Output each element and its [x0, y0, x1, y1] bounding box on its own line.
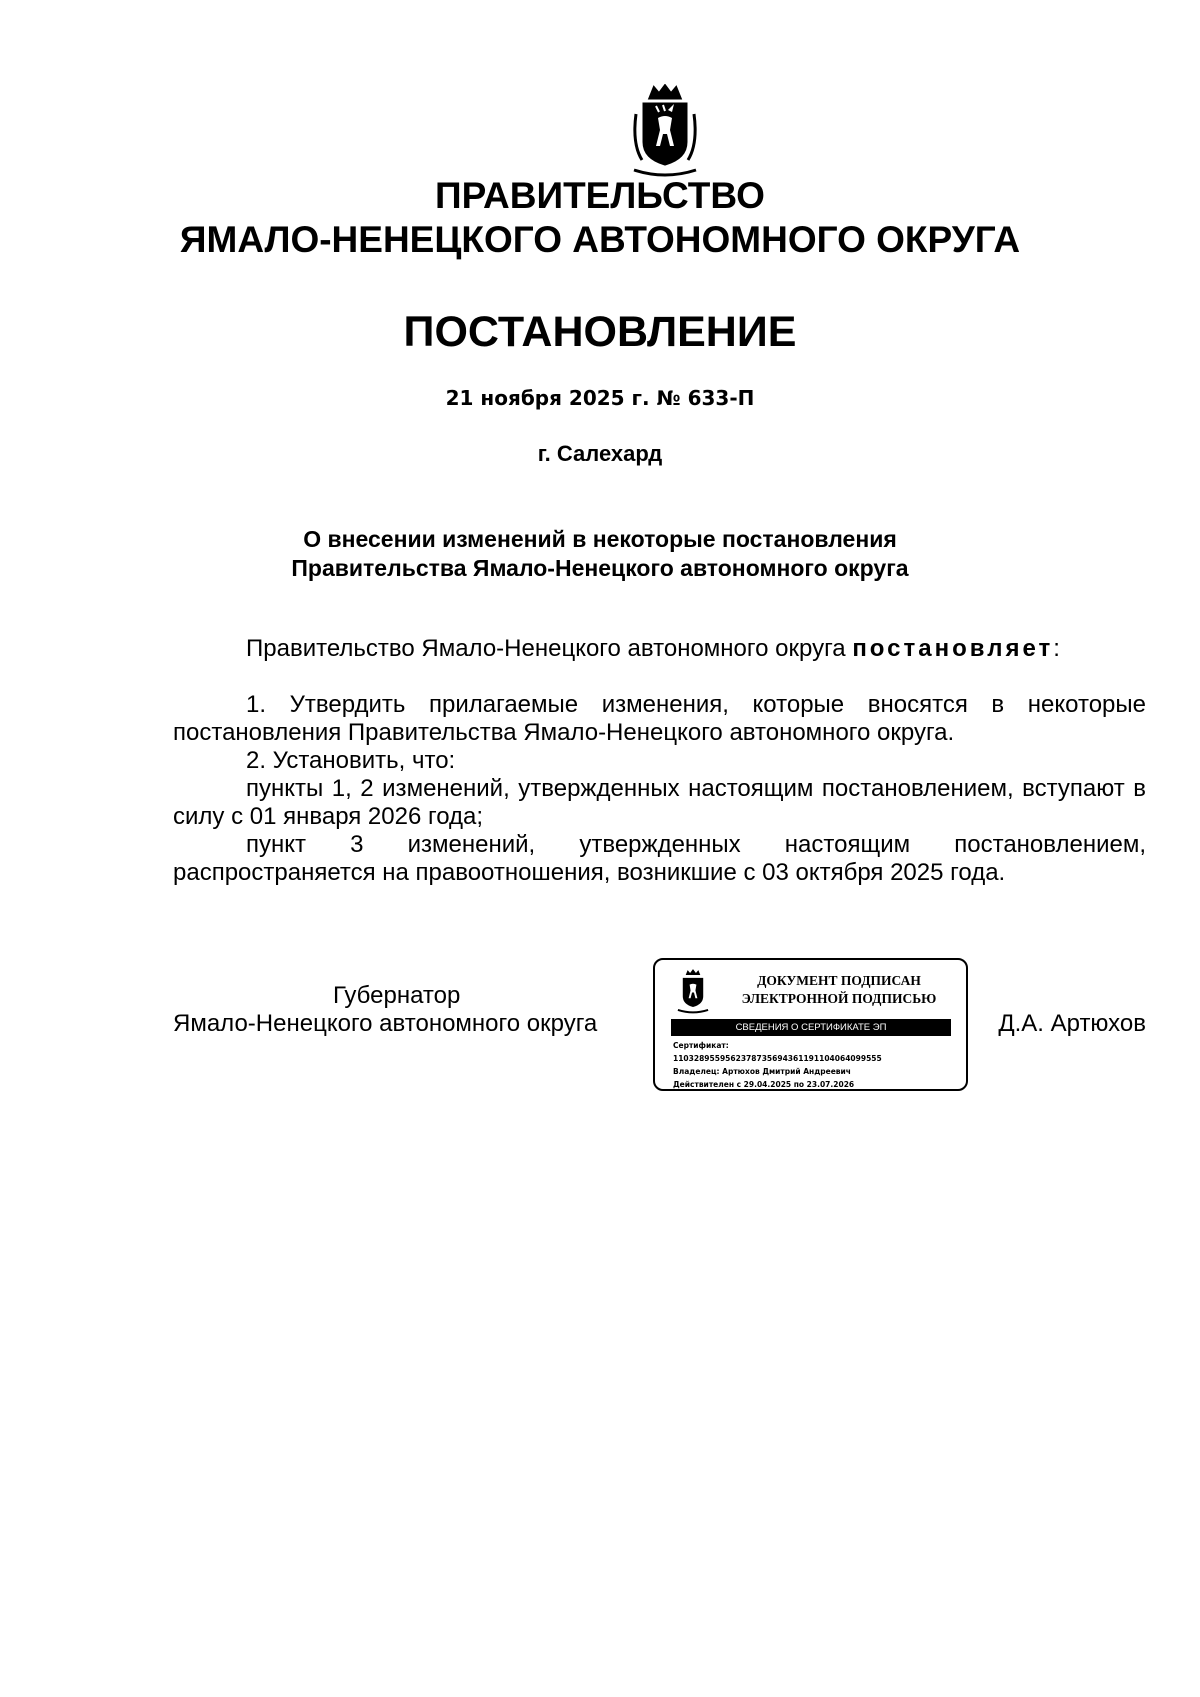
item-2-paragraph: 2. Установить, что:: [246, 747, 456, 774]
item-1-paragraph: 1. Утвердить прилагаемые изменения, которые вносятся в некоторые постановления Правительства Ямало-Ненецкого автономного округа.: [173, 691, 1146, 746]
stamp-valid: Действителен с 29.04.2025 по 23.07.2026: [673, 1080, 855, 1089]
stamp-certificate-details: [673, 1039, 958, 1091]
document-type: ПОСТАНОВЛЕНИЕ: [403, 308, 797, 356]
stamp-certificate-bar: СВЕДЕНИЯ О СЕРТИФИКАТЕ ЭП: [671, 1019, 951, 1036]
government-region-title: ЯМАЛО-НЕНЕЦКОГО АВТОНОМНОГО ОКРУГА: [179, 219, 1021, 260]
stamp-title: [719, 972, 959, 1008]
preamble-colon: :: [1053, 635, 1060, 662]
preamble-keyword: постановляет: [852, 635, 1054, 662]
stamp-cert-number: 1103289559562378735694361191104064099555: [673, 1054, 882, 1063]
subject-line-2: Правительства Ямало-Ненецкого автономного округа: [291, 555, 909, 581]
coat-of-arms-icon: [628, 84, 702, 178]
stamp-owner: Владелец: Артюхов Дмитрий Андреевич: [673, 1067, 851, 1076]
document-body: [173, 635, 1146, 887]
document-subject: [0, 525, 1200, 583]
stamp-title-line-2: ЭЛЕКТРОННОЙ ПОДПИСЬЮ: [741, 991, 937, 1006]
item-2a-paragraph: пункты 1, 2 изменений, утвержденных настоящим постановлением, вступают в силу с 01 января 2026 года;: [173, 775, 1146, 830]
stamp-title-line-1: ДОКУМЕНТ ПОДПИСАН: [757, 973, 921, 988]
stamp-cert-label: Сертификат:: [673, 1041, 729, 1050]
signatory-position: [173, 982, 648, 1038]
signatory-region: Ямало-Ненецкого автономного округа: [173, 1010, 598, 1037]
signatory-title: Губернатор: [333, 982, 461, 1009]
subject-line-1: О внесении изменений в некоторые постановления: [303, 526, 897, 552]
item-2b-paragraph: пункт 3 изменений, утвержденных настоящим постановлением, распространяется на правоотношения, возникшие с 03 октября 2025 года.: [173, 831, 1146, 886]
signatory-name: Д.А. Артюхов: [998, 1010, 1146, 1037]
document-date-number: 21 ноября 2025 г. № 633-П: [445, 386, 755, 410]
preamble-text: Правительство Ямало-Ненецкого автономного округа: [246, 635, 853, 662]
preamble-paragraph: [173, 635, 1146, 663]
stamp-coat-of-arms-icon: [675, 968, 711, 1014]
document-city: г. Салехард: [537, 441, 663, 466]
government-title: ПРАВИТЕЛЬСТВО: [435, 175, 765, 216]
electronic-signature-stamp: [653, 958, 968, 1091]
